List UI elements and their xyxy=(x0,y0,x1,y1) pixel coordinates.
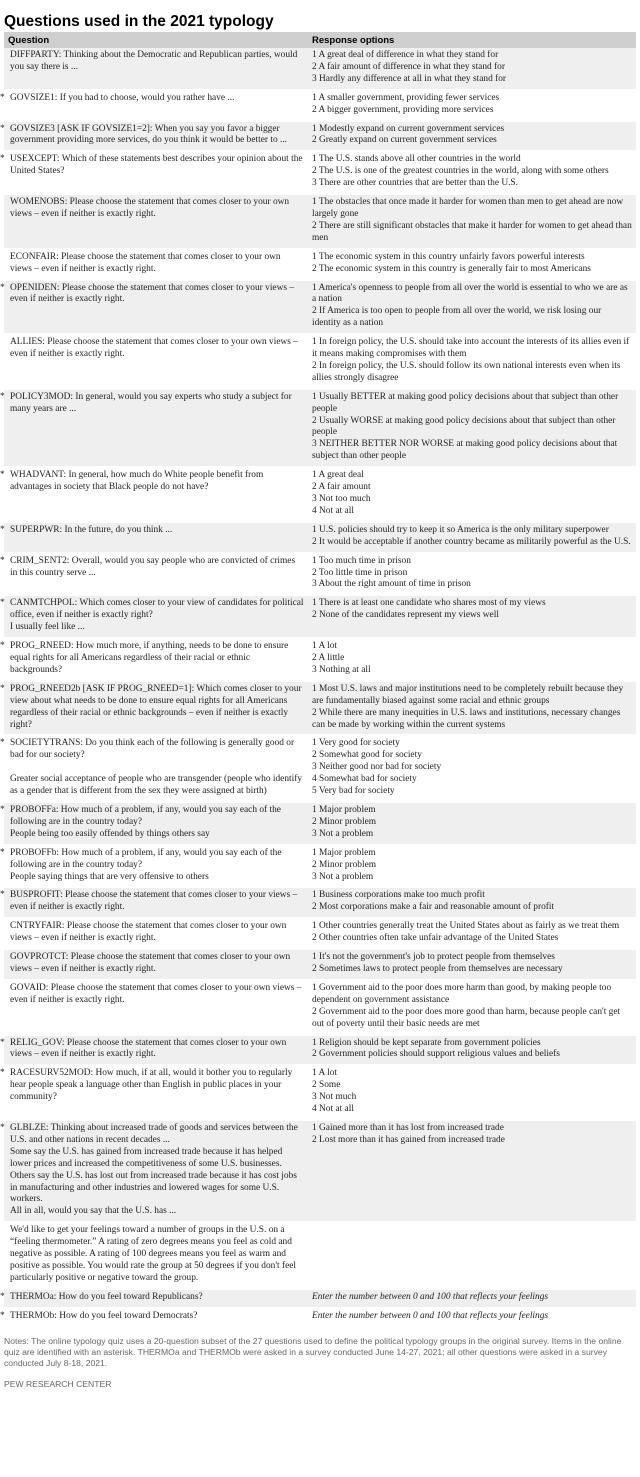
table-row xyxy=(4,389,636,467)
responses-cell xyxy=(308,389,636,467)
quiz-asterisk: * xyxy=(0,123,5,134)
quiz-asterisk: * xyxy=(0,641,5,652)
responses-cell xyxy=(308,194,636,249)
response-option: 1 A smaller government, providing fewer services xyxy=(312,92,500,103)
table-row xyxy=(4,918,636,949)
question-text: We'd like to get your feelings toward a number of groups in the U.S. on a “feeling thermometer.” A rating of zero degrees means you feel as cold and negative as possible. A rating of 100 degrees means you feel as warm and positive as possible. You would rate the group at 50 degrees if you don't feel particularly positive or negative toward the group. xyxy=(10,1225,297,1283)
responses-cell xyxy=(308,802,636,845)
response-option: 1 Business corporations make too much profit xyxy=(312,890,485,901)
question-cell xyxy=(0,638,308,681)
question-text: CANMTCHPOL: Which comes closer to your view of candidates for political office, even if neither is exactly right? xyxy=(10,598,304,621)
question-cell xyxy=(0,1035,308,1066)
response-option: 3 About the right amount of time in prison xyxy=(312,579,471,590)
response-option: 1 Religion should be kept separate from government policies xyxy=(312,1037,541,1048)
question-text xyxy=(10,762,304,774)
question-cell xyxy=(4,1222,308,1289)
table-row xyxy=(4,1289,636,1308)
responses-cell xyxy=(308,887,636,918)
quiz-asterisk: * xyxy=(0,1310,5,1321)
response-option: 2 Greatly expand on current government services xyxy=(312,135,497,146)
response-option: 1 Most U.S. laws and major institutions need to be completely rebuilt because they are fundamentally biased against some racial and ethnic groups xyxy=(312,683,624,706)
response-option: 4 Not at all xyxy=(312,505,354,516)
question-text: GOVSIZE3 [ASK IF GOVSIZE1=2]: When you say you favor a bigger government providing more services, do you think it would be better to ... xyxy=(10,123,288,146)
response-option: 2 It would be acceptable if another country became as militarily powerful as the U.S. xyxy=(312,536,631,547)
responses-cell xyxy=(308,681,636,736)
question-text: RACESURV52MOD: How much, if at all, would it bother you to regularly hear people speak a language other than English in public places in your community? xyxy=(10,1068,293,1103)
table-row xyxy=(4,280,636,335)
question-text: GOVAID: Please choose the statement that comes closer to your own views – even if neither is exactly right. xyxy=(10,982,302,1005)
responses-cell xyxy=(308,845,636,888)
responses-cell xyxy=(308,151,636,194)
question-text: All in all, would you say that the U.S. has ... xyxy=(10,1206,177,1217)
table-row xyxy=(4,681,636,736)
quiz-asterisk: * xyxy=(0,555,5,566)
response-option: 4 Somewhat bad for society xyxy=(312,774,417,785)
response-option: 1 A lot xyxy=(312,1068,338,1079)
response-option: 2 Lost more than it has gained from increased trade xyxy=(312,1134,505,1145)
response-option: 1 The obstacles that once made it harder for women than men to get ahead are now largely gone xyxy=(312,197,624,219)
responses-cell xyxy=(308,1289,636,1308)
response-option: 1 Usually BETTER at making good policy decisions about that subject than other people xyxy=(312,391,619,414)
responses-cell xyxy=(308,90,636,121)
response-option: 4 Not at all xyxy=(312,1104,354,1115)
response-option: Enter the number between 0 and 100 that reflects your feelings xyxy=(312,1291,549,1302)
question-text: WOMENOBS: Please choose the statement that comes closer to your own views – even if neither is exactly right. xyxy=(10,197,290,219)
responses-cell xyxy=(308,1222,636,1289)
response-option: 1 The U.S. stands above all other countries in the world xyxy=(312,154,521,165)
quiz-asterisk: * xyxy=(0,598,5,609)
question-text: GOVSIZE1: If you had to choose, would you rather have ... xyxy=(10,92,235,103)
response-option: 2 The U.S. is one of the greatest countries in the world, along with some others xyxy=(312,166,609,177)
response-option: 1 Other countries generally treat the United States about as fairly as we treat them xyxy=(312,921,620,932)
response-option: 2 A fair amount of difference in what they stand for xyxy=(312,61,505,72)
question-text: PROBOFFb: How much of a problem, if any, would you say each of the following are in the country today? xyxy=(10,847,282,870)
response-option: 2 The economic system in this country is generally fair to most Americans xyxy=(312,263,591,274)
response-option: 2 Minor problem xyxy=(312,816,377,827)
notes: Notes: The online typology quiz uses a 20-question subset of the 27 questions used to define the political typology groups in the original survey. Items in the online quiz are identified with an asterisk. THERMOa and THERMOb were asked in a survey conducted June 14-27, 2021; all other questions were asked in a survey conducted July 8-18, 2021. xyxy=(4,1335,622,1368)
response-option: 1 America's openness to people from all over the world is essential to who we are as a nation xyxy=(312,282,628,305)
question-cell xyxy=(4,194,308,249)
question-cell xyxy=(0,467,308,522)
quiz-asterisk: * xyxy=(0,391,5,402)
quiz-asterisk: * xyxy=(0,154,5,165)
response-option: 2 While there are many inequities in U.S. laws and institutions, necessary changes can be made by working within the current systems xyxy=(312,707,621,730)
question-text: GLBLZE: Thinking about increased trade of goods and services between the U.S. and other nations in recent decades ... xyxy=(10,1122,298,1145)
response-option: 1 Very good for society xyxy=(312,738,400,749)
response-option: 5 Very bad for society xyxy=(312,786,395,797)
response-option: 2 Some xyxy=(312,1080,341,1091)
question-text: CRIM_SENT2: Overall, would you say people who are convicted of crimes in this country serve ... xyxy=(10,555,296,578)
response-option: 2 None of the candidates represent my views well xyxy=(312,610,499,621)
question-cell xyxy=(0,1308,308,1327)
table-row xyxy=(4,802,636,845)
table-row xyxy=(4,1065,636,1120)
response-option: 1 U.S. policies should try to keep it so America is the only military superpower xyxy=(312,524,609,535)
response-option: 2 Government aid to the poor does more good than harm, because people can't get out of poverty until their basic needs are met xyxy=(312,1006,621,1029)
question-cell xyxy=(0,595,308,638)
response-option: 2 A fair amount xyxy=(312,482,371,493)
question-text: WHADVANT: In general, how much do White people benefit from advantages in society that Black people do not have? xyxy=(10,470,264,493)
response-option: 1 A great deal of difference in what they stand for xyxy=(312,50,499,60)
question-cell xyxy=(0,1120,308,1222)
question-cell xyxy=(0,681,308,736)
responses-cell xyxy=(308,1120,636,1222)
quiz-asterisk: * xyxy=(0,1037,5,1048)
table-row xyxy=(4,638,636,681)
question-text: USEXCEPT: Which of these statements best describes your opinion about the United States? xyxy=(10,154,303,177)
responses-cell xyxy=(308,249,636,280)
question-cell xyxy=(0,553,308,596)
response-option: 2 Government policies should support religious values and beliefs xyxy=(312,1049,560,1060)
response-option: 2 Somewhat good for society xyxy=(312,750,422,761)
response-option: 1 Gained more than it has lost from increased trade xyxy=(312,1122,504,1133)
response-option: 1 Modestly expand on current government services xyxy=(312,123,505,134)
response-option: 1 Major problem xyxy=(312,847,376,858)
response-option: 3 Neither good nor bad for society xyxy=(312,762,442,773)
response-option: 1 Government aid to the poor does more harm than good, by making people too dependent on government assistance xyxy=(312,982,612,1005)
response-option: 2 Other countries often take unfair advantage of the United States xyxy=(312,933,559,944)
question-text: POLICY3MOD: In general, would you say experts who study a subject for many years are ... xyxy=(10,391,292,414)
question-text: SUPERPWR: In the future, do you think ... xyxy=(10,524,173,535)
response-option: 1 Major problem xyxy=(312,805,376,816)
response-option: Enter the number between 0 and 100 that reflects your feelings xyxy=(312,1310,549,1321)
question-cell xyxy=(0,90,308,121)
response-option: 1 The economic system in this country unfairly favors powerful interests xyxy=(312,251,585,262)
question-text: Greater social acceptance of people who are transgender (people who identify as a gender that is different from the sex they were assigned at birth) xyxy=(10,774,303,797)
question-cell xyxy=(0,151,308,194)
responses-cell xyxy=(308,595,636,638)
response-option: 1 A lot xyxy=(312,641,338,652)
question-cell xyxy=(4,249,308,280)
response-option: 3 Nothing at all xyxy=(312,664,371,675)
response-option: 1 Too much time in prison xyxy=(312,555,411,566)
quiz-asterisk: * xyxy=(0,738,5,749)
question-cell xyxy=(0,845,308,888)
quiz-asterisk: * xyxy=(0,524,5,535)
table-row xyxy=(4,334,636,389)
question-cell xyxy=(4,334,308,389)
response-option: 2 Minor problem xyxy=(312,859,377,870)
table-row xyxy=(4,467,636,522)
question-cell xyxy=(4,980,308,1035)
table-row xyxy=(4,522,636,553)
table-row xyxy=(4,735,636,802)
response-option: 1 It's not the government's job to protect people from themselves xyxy=(312,952,555,963)
response-option: 2 A bigger government, providing more services xyxy=(312,104,494,115)
table-header-row xyxy=(4,32,636,48)
response-option: 2 There are still significant obstacles that make it harder for women to get ahead than men xyxy=(312,220,632,243)
table-row xyxy=(4,194,636,249)
quiz-asterisk: * xyxy=(0,1291,5,1302)
question-text: ALLIES: Please choose the statement that comes closer to your own views – even if neither is exactly right. xyxy=(10,337,298,360)
header-responses: Response options xyxy=(308,32,636,48)
responses-cell xyxy=(308,1035,636,1066)
question-cell xyxy=(0,389,308,467)
question-text: BUSPROFIT: Please choose the statement that comes closer to your views – even if neither is exactly right. xyxy=(10,890,298,913)
question-cell xyxy=(0,735,308,802)
quiz-asterisk: * xyxy=(0,470,5,481)
question-cell xyxy=(0,802,308,845)
question-cell xyxy=(0,1289,308,1308)
responses-cell xyxy=(308,522,636,553)
response-option: 2 Too little time in prison xyxy=(312,567,408,578)
response-option: 3 Not a problem xyxy=(312,871,374,882)
responses-cell xyxy=(308,553,636,596)
response-option: 2 If America is too open to people from all over the world, we risk losing our identity as a nation xyxy=(312,306,602,329)
question-cell xyxy=(0,280,308,335)
question-cell xyxy=(0,522,308,553)
quiz-asterisk: * xyxy=(0,282,5,293)
table-row xyxy=(4,1222,636,1289)
question-cell xyxy=(0,887,308,918)
table-row xyxy=(4,90,636,121)
table-row xyxy=(4,121,636,152)
quiz-asterisk: * xyxy=(0,92,5,103)
question-text: RELIG_GOV: Please choose the statement that comes closer to your own views – even if neither is exactly right. xyxy=(10,1037,287,1060)
responses-cell xyxy=(308,280,636,335)
responses-cell xyxy=(308,48,636,90)
response-option: 2 Usually WORSE at making good policy decisions about that subject than other people xyxy=(312,415,616,438)
question-text: I usually feel like ... xyxy=(10,622,85,633)
responses-cell xyxy=(308,918,636,949)
question-text: People being too easily offended by things others say xyxy=(10,828,210,839)
question-text: PROG_RNEED: How much more, if anything, needs to be done to ensure equal rights for all Americans regardless of their racial or ethnic backgrounds? xyxy=(10,641,289,675)
response-option: 1 There is at least one candidate who shares most of my views xyxy=(312,598,546,609)
question-cell xyxy=(0,121,308,152)
response-option: 2 A little xyxy=(312,652,345,663)
responses-cell xyxy=(308,1308,636,1327)
quiz-asterisk: * xyxy=(0,1068,5,1079)
responses-cell xyxy=(308,735,636,802)
table-row xyxy=(4,249,636,280)
question-text: CNTRYFAIR: Please choose the statement that comes closer to your own views – even if neither is exactly right. xyxy=(10,921,287,944)
responses-cell xyxy=(308,467,636,522)
table-row xyxy=(4,553,636,596)
response-option: 3 Not much xyxy=(312,1092,357,1103)
question-cell xyxy=(4,918,308,949)
responses-cell xyxy=(308,1065,636,1120)
question-cell xyxy=(4,949,308,980)
response-option: 3 Not too much xyxy=(312,494,371,504)
source-credit: PEW RESEARCH CENTER xyxy=(4,1378,112,1389)
response-option: 2 Sometimes laws to protect people from themselves are necessary xyxy=(312,964,563,974)
question-text: GOVPROTCT: Please choose the statement that comes closer to your own views – even if neither is exactly right. xyxy=(10,952,291,974)
question-cell xyxy=(4,48,308,90)
table-row xyxy=(4,1308,636,1327)
question-table xyxy=(0,32,636,1328)
question-text: DIFFPARTY: Thinking about the Democratic and Republican parties, would you say there is ... xyxy=(10,50,298,72)
table-row xyxy=(4,1120,636,1222)
question-text: SOCIETYTRANS: Do you think each of the following is generally good or bad for our society? xyxy=(10,738,295,761)
quiz-asterisk: * xyxy=(0,847,5,858)
question-text: PROBOFFa: How much of a problem, if any, would you say each of the following are in the country today? xyxy=(10,805,281,827)
responses-cell xyxy=(308,980,636,1035)
table-row xyxy=(4,595,636,638)
table-row xyxy=(4,151,636,194)
table-row xyxy=(4,887,636,918)
table-row xyxy=(4,845,636,888)
responses-cell xyxy=(308,949,636,980)
quiz-asterisk: * xyxy=(0,1122,5,1133)
responses-cell xyxy=(308,121,636,152)
response-option: 3 NEITHER BETTER NOR WORSE at making good policy decisions about that subject than other people xyxy=(312,439,618,462)
question-text: THERMOa: How do you feel toward Republicans? xyxy=(10,1291,203,1302)
header-question: Question xyxy=(4,32,308,48)
response-option: 1 In foreign policy, the U.S. should take into account the interests of its allies even if it means making compromises with them xyxy=(312,337,630,360)
responses-cell xyxy=(308,334,636,389)
responses-cell xyxy=(308,638,636,681)
question-text: PROG_RNEED2b [ASK IF PROG_RNEED=1]: Which comes closer to your view about what needs to be done to ensure equal rights for all Americans regardless of their racial or ethnic backgrounds – even if neither is exactly right? xyxy=(10,683,302,730)
question-text: THERMOb: How do you feel toward Democrats? xyxy=(10,1310,198,1321)
response-option: 2 In foreign policy, the U.S. should follow its own national interests even when its allies strongly disagree xyxy=(312,360,621,383)
question-text: ECONFAIR: Please choose the statement that comes closer to your own views – even if neither is exactly right. xyxy=(10,251,281,274)
table-row xyxy=(4,980,636,1035)
table-row xyxy=(4,48,636,90)
quiz-asterisk: * xyxy=(0,890,5,901)
response-option: 1 A great deal xyxy=(312,470,364,481)
question-cell xyxy=(0,1065,308,1120)
question-text: Some say the U.S. has gained from increased trade because it has helped lower prices and increased the competitiveness of some U.S. businesses. Others say the U.S. has lost out from increased trade because it has cost jobs in manufacturing and other industries and lowered wages for some U.S. workers. xyxy=(10,1146,297,1205)
table-row xyxy=(4,1035,636,1066)
quiz-asterisk: * xyxy=(0,805,5,816)
quiz-asterisk: * xyxy=(0,683,5,694)
response-option: 3 Not a problem xyxy=(312,828,374,839)
question-text: People saying things that are very offensive to others xyxy=(10,871,209,882)
response-option: 3 Hardly any difference at all in what they stand for xyxy=(312,73,507,84)
response-option: 3 There are other countries that are better than the U.S. xyxy=(312,178,518,189)
page-title: Questions used in the 2021 typology xyxy=(4,13,274,30)
response-option: 2 Most corporations make a fair and reasonable amount of profit xyxy=(312,902,555,913)
question-text: OPENIDEN: Please choose the statement that comes closer to your views – even if neither is exactly right. xyxy=(10,282,295,305)
table-row xyxy=(4,949,636,980)
